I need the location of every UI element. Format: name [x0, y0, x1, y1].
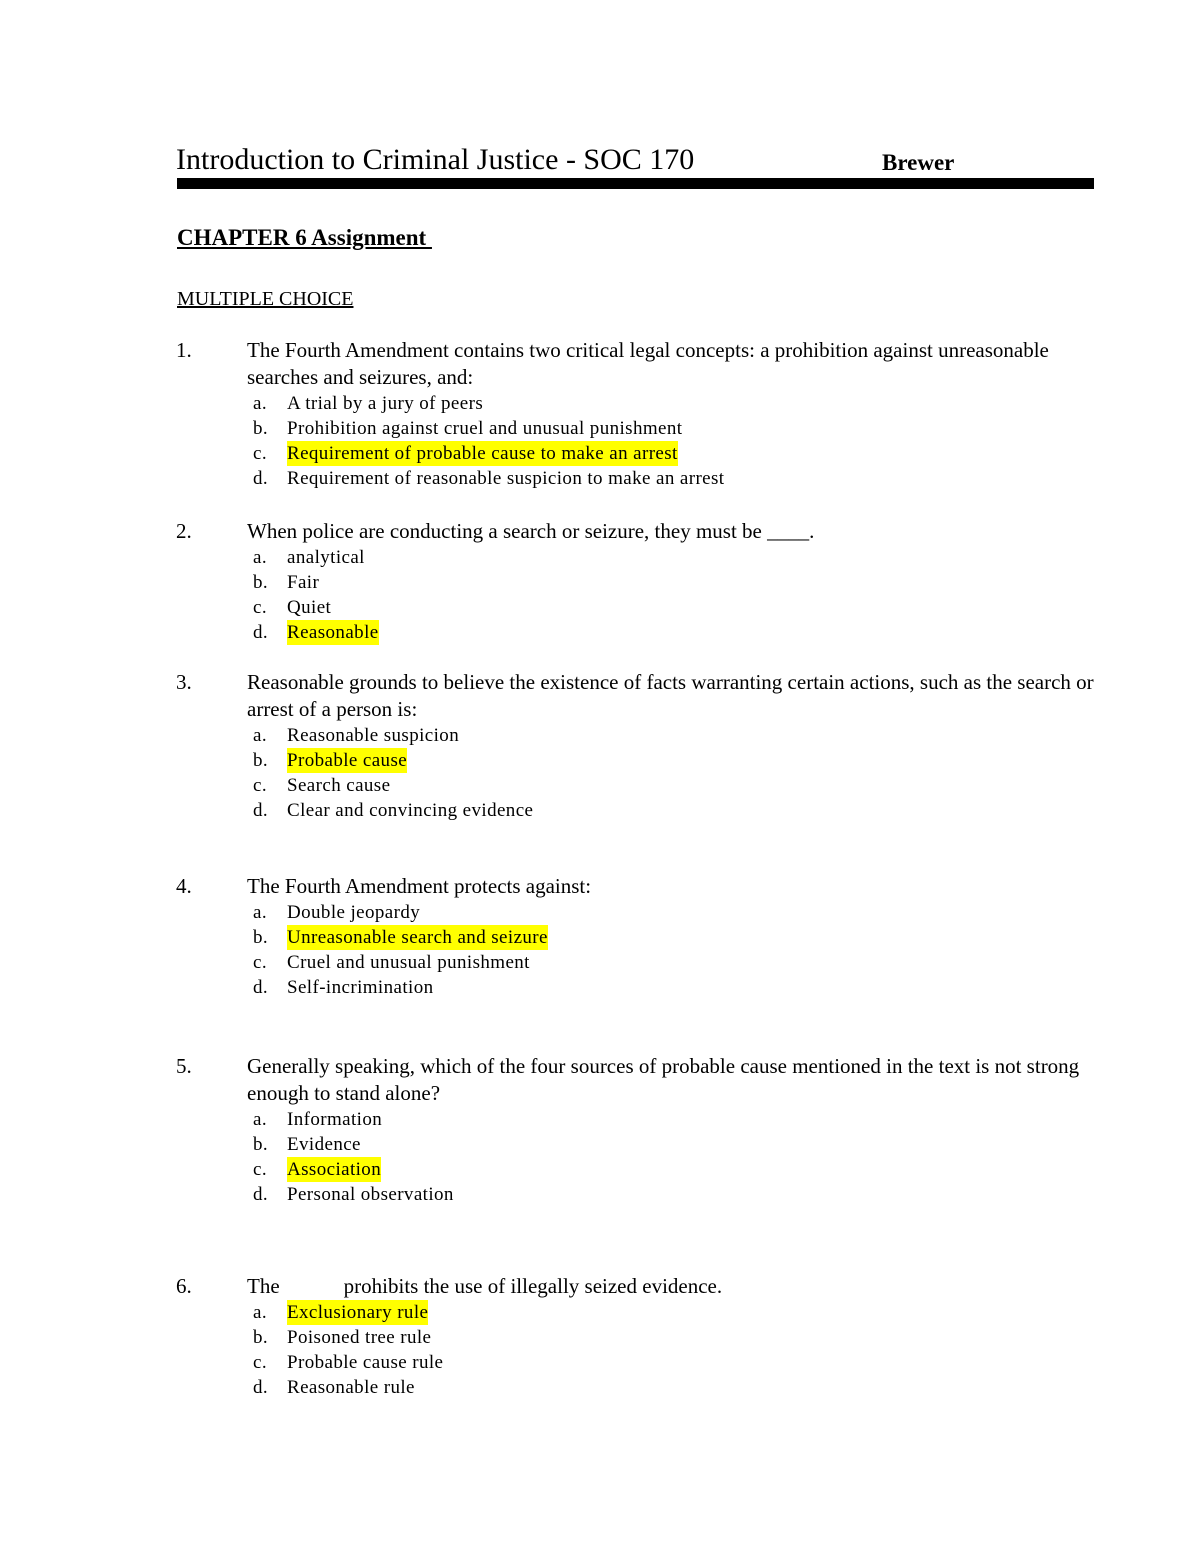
answer-options	[176, 1300, 1116, 1400]
question-number: 2.	[176, 519, 192, 543]
answer-option	[176, 570, 1116, 595]
question-number: 6.	[176, 1274, 192, 1298]
answer-option-highlighted	[176, 1300, 1116, 1325]
option-text: Reasonable	[287, 622, 379, 643]
answer-option	[176, 950, 1116, 975]
option-letter: c.	[253, 1159, 267, 1180]
answer-options	[176, 391, 1116, 491]
question-text-before-blank: The	[247, 1274, 280, 1298]
answer-option	[176, 1325, 1116, 1350]
option-letter: d.	[253, 468, 269, 489]
option-letter: a.	[253, 547, 267, 568]
option-letter: a.	[253, 725, 267, 746]
answer-option-highlighted	[176, 748, 1116, 773]
option-letter: b.	[253, 750, 269, 771]
option-text: Reasonable suspicion	[287, 725, 460, 746]
section-title: MULTIPLE CHOICE	[177, 288, 354, 310]
option-letter: b.	[253, 1134, 269, 1155]
option-letter: d.	[253, 1377, 269, 1398]
question-text: The Fourth Amendment protects against:	[247, 874, 592, 898]
answer-option	[176, 723, 1116, 748]
answer-options	[176, 723, 1116, 823]
option-letter: d.	[253, 1184, 269, 1205]
instructor-name: Brewer	[882, 150, 955, 175]
option-text: Quiet	[287, 597, 332, 618]
answer-option	[176, 595, 1116, 620]
question-1	[176, 337, 1116, 491]
answer-option	[176, 900, 1116, 925]
option-text: analytical	[287, 547, 365, 568]
option-text: Double jeopardy	[287, 902, 421, 923]
option-text: A trial by a jury of peers	[287, 393, 484, 414]
answer-option	[176, 1182, 1116, 1207]
question-5	[176, 1053, 1116, 1207]
question-text: When police are conducting a search or seizure, they must be ____.	[247, 519, 815, 543]
option-text: Reasonable rule	[287, 1377, 415, 1398]
option-text: Cruel and unusual punishment	[287, 952, 530, 973]
answer-option	[176, 798, 1116, 823]
option-letter: c.	[253, 1352, 267, 1373]
answer-option	[176, 773, 1116, 798]
option-letter: a.	[253, 1302, 267, 1323]
option-letter: a.	[253, 902, 267, 923]
answer-option	[176, 975, 1116, 1000]
title-rule	[177, 178, 1094, 189]
answer-option	[176, 1132, 1116, 1157]
option-text: Personal observation	[287, 1184, 454, 1205]
option-text: Search cause	[287, 775, 391, 796]
answer-option-highlighted	[176, 441, 1116, 466]
question-4	[176, 873, 1116, 1000]
option-text: Unreasonable search and seizure	[287, 927, 548, 948]
chapter-title: CHAPTER 6 Assignment	[177, 225, 432, 250]
option-letter: c.	[253, 443, 267, 464]
answer-option-highlighted	[176, 925, 1116, 950]
option-letter: b.	[253, 927, 269, 948]
option-text: Probable cause rule	[287, 1352, 444, 1373]
option-text: Clear and convincing evidence	[287, 800, 534, 821]
option-text: Prohibition against cruel and unusual punishment	[287, 418, 683, 439]
question-number: 3.	[176, 670, 192, 694]
question-text: The Fourth Amendment contains two critical legal concepts: a prohibition against unreasonable searches and seizures, and:	[247, 338, 1049, 389]
option-letter: b.	[253, 572, 269, 593]
option-text: Requirement of probable cause to make an arrest	[287, 443, 678, 464]
answer-option	[176, 466, 1116, 491]
question-3	[176, 669, 1116, 823]
option-letter: c.	[253, 775, 267, 796]
option-text: Association	[287, 1159, 382, 1180]
option-letter: c.	[253, 597, 267, 618]
answer-option	[176, 1350, 1116, 1375]
question-text-after-blank: prohibits the use of illegally seized evidence.	[343, 1274, 723, 1298]
option-text: Information	[287, 1109, 383, 1130]
option-text: Poisoned tree rule	[287, 1327, 432, 1348]
option-letter: a.	[253, 393, 267, 414]
option-text: Probable cause	[287, 750, 408, 771]
question-number: 4.	[176, 874, 192, 898]
question-number: 1.	[176, 338, 192, 362]
answer-options	[176, 900, 1116, 1000]
answer-option	[176, 416, 1116, 441]
course-title: Introduction to Criminal Justice - SOC 170	[176, 143, 695, 176]
option-text: Fair	[287, 572, 320, 593]
question-6	[176, 1273, 1116, 1400]
option-text: Requirement of reasonable suspicion to make an arrest	[287, 468, 725, 489]
answer-option-highlighted	[176, 1157, 1116, 1182]
answer-options	[176, 545, 1116, 645]
option-letter: d.	[253, 977, 269, 998]
question-number: 5.	[176, 1054, 192, 1078]
option-letter: d.	[253, 800, 269, 821]
answer-option	[176, 1107, 1116, 1132]
option-letter: b.	[253, 1327, 269, 1348]
answer-option	[176, 391, 1116, 416]
question-text	[247, 1273, 1107, 1300]
option-letter: a.	[253, 1109, 267, 1130]
answer-options	[176, 1107, 1116, 1207]
option-text: Exclusionary rule	[287, 1302, 429, 1323]
question-2	[176, 518, 1116, 645]
question-text: Reasonable grounds to believe the existence of facts warranting certain actions, such as the search or arrest of a person is:	[247, 670, 1094, 721]
option-text: Self-incrimination	[287, 977, 434, 998]
option-letter: d.	[253, 622, 269, 643]
answer-option-highlighted	[176, 620, 1116, 645]
answer-option	[176, 1375, 1116, 1400]
option-letter: b.	[253, 418, 269, 439]
option-letter: c.	[253, 952, 267, 973]
answer-option	[176, 545, 1116, 570]
question-text: Generally speaking, which of the four sources of probable cause mentioned in the text is not strong enough to stand alone?	[247, 1054, 1080, 1105]
option-text: Evidence	[287, 1134, 361, 1155]
